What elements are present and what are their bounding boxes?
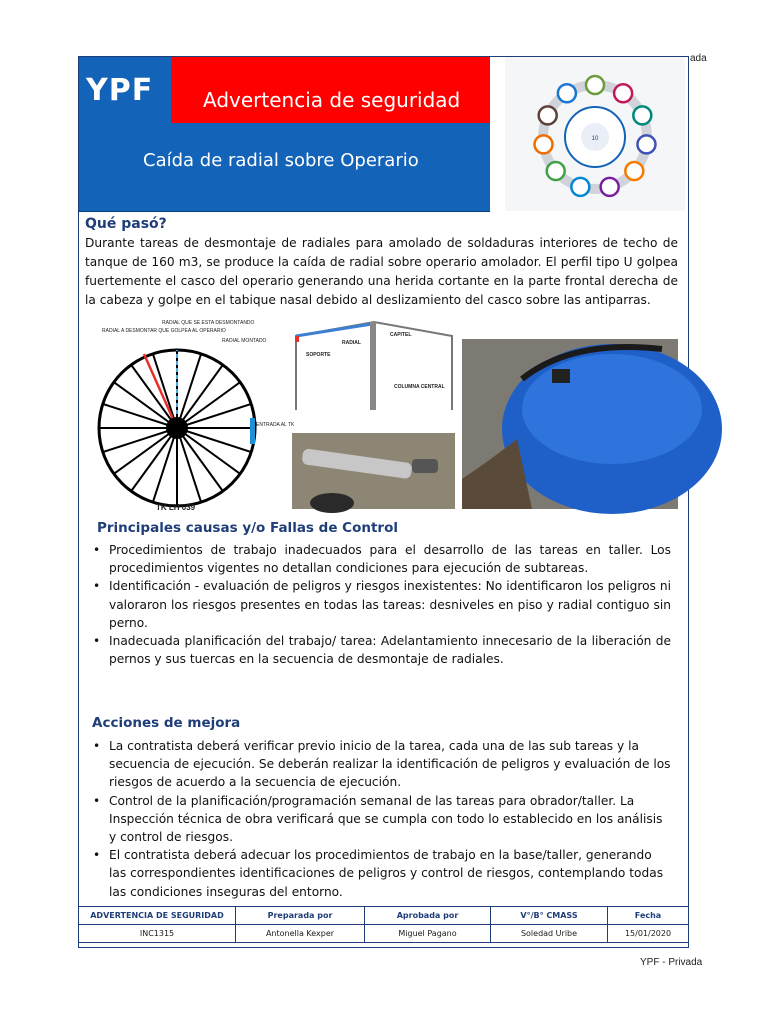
footer-header-cell: ADVERTENCIA DE SEGURIDAD	[79, 907, 236, 925]
causes-heading: Principales causas y/o Fallas de Control	[97, 520, 398, 536]
golden-rule-icon	[633, 106, 651, 124]
footer-value-cell: Antonella Kexper	[236, 925, 365, 943]
footer-value-cell: 15/01/2020	[608, 925, 689, 943]
cause-item: • Inadecuada planificación del trabajo/ tarea: Adelantamiento innecesario de la liberación de pernos y sus tuercas en la secuencia de desmontaje de radiales.	[91, 632, 671, 668]
golden-rule-icon	[539, 106, 557, 124]
section-label-soporte: SOPORTE	[306, 352, 331, 358]
golden-rule-icon	[535, 135, 553, 153]
causes-list	[91, 541, 671, 668]
golden-rule-icon	[637, 135, 655, 153]
diagram-label-right: RADIAL MONTADO	[222, 338, 267, 344]
action-item: • El contratista deberá adecuar los procedimientos de trabajo en la base/taller, generando las correspondientes identificaciones de peligros y control de riesgos, contemplando todas las condiciones inseguras del entorno.	[91, 846, 671, 901]
page-subtitle: Caída de radial sobre Operario	[143, 150, 419, 171]
footer-value-cell: Miguel Pagano	[365, 925, 491, 943]
ground-photo	[292, 433, 455, 509]
section-label-columna: COLUMNA CENTRAL	[394, 384, 445, 390]
footer-header-cell: V°/B° CMASS	[491, 907, 608, 925]
action-item: • Control de la planificación/programación semanal de las tareas para obrador/taller. La Inspección técnica de obra verificará que se cumpla con todo lo establecido en los análisis y control de riesgos.	[91, 792, 671, 847]
golden-rule-icon	[614, 84, 632, 102]
section-label-capitel: CAPITEL	[390, 332, 412, 338]
footer-value-cell: INC1315	[79, 925, 236, 943]
document-footer-table	[78, 906, 689, 943]
cause-item: • Identificación - evaluación de peligros y riesgos inexistentes: No identificaron los peligros ni valoraron los riesgos presentes en todas las tareas: desniveles en piso y radial contiguo sin perno.	[91, 577, 671, 632]
section-label-radial: RADIAL	[342, 340, 361, 346]
classification-tag-top: ada	[690, 53, 707, 64]
footer-header-cell: Fecha	[608, 907, 689, 925]
helmet-photo	[462, 339, 678, 509]
golden-rule-icon	[625, 162, 643, 180]
tank-id-label: TK LH 039	[156, 503, 196, 512]
ypf-logo: YPF	[86, 73, 154, 108]
golden-rule-icon	[586, 76, 604, 94]
diagram-label-entry: ENTRADA AL TK	[256, 422, 295, 428]
actions-list	[91, 737, 671, 901]
footer-header-cell: Preparada por	[236, 907, 365, 925]
classification-tag-bottom: YPF - Privada	[640, 957, 703, 968]
page-title: Advertencia de seguridad	[203, 88, 461, 112]
what-happened-text: Durante tareas de desmontaje de radiales para amolado de soldaduras interiores de techo de tanque de 160 m3, se produce la caída de radial sobre operario amolador. El perfil tipo U golpea fuertemente el casco del operario generando una herida cortante en la parte frontal derecha de la cabeza y golpe en el tabique nasal debido al deslizamiento del casco sobre las antiparras.	[85, 236, 678, 307]
footer-header-cell: Aprobada por	[365, 907, 491, 925]
actions-heading: Acciones de mejora	[92, 715, 241, 731]
golden-rule-icon	[558, 84, 576, 102]
svg-text:10: 10	[591, 136, 599, 142]
golden-rule-icon	[571, 178, 589, 196]
golden-rule-icon	[601, 178, 619, 196]
diagram-label-left: RADIAL A DESMONTAR QUE GOLPEA AL OPERARIO	[102, 328, 226, 334]
diagram-label-mid: RADIAL QUE SE ESTA DESMONTANDO	[162, 320, 255, 326]
golden-rule-icon	[547, 162, 565, 180]
tank-plan-diagram	[84, 314, 295, 514]
tank-section-diagram	[292, 316, 458, 412]
footer-value-cell: Soledad Uribe	[491, 925, 608, 943]
what-happened-heading: Qué pasó?	[85, 216, 167, 232]
action-item: • La contratista deberá verificar previo inicio de la tarea, cada una de las sub tareas y la secuencia de ejecución. Se deberán realizar la identificación de peligros y evaluación de los riesgos de acuerdo a la secuencia de ejecución.	[91, 737, 671, 792]
golden-rules-graphic	[505, 57, 685, 211]
cause-item: • Procedimientos de trabajo inadecuados para el desarrollo de las tareas en taller. Los procedimientos vigentes no detallan condiciones para ejecución de subtareas.	[91, 541, 671, 577]
